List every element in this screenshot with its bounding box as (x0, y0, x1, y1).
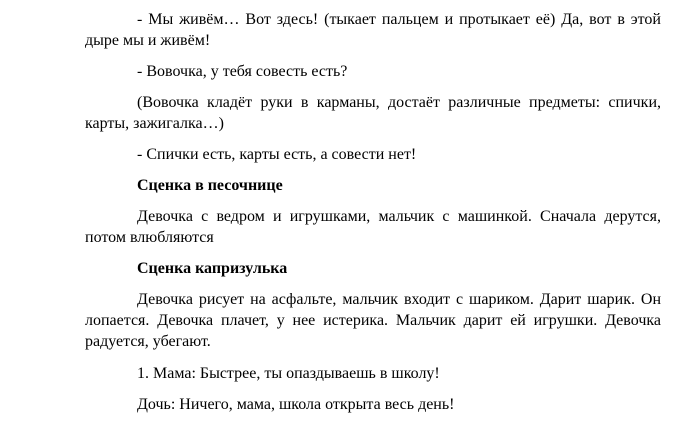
paragraph-dialogue-living: - Мы живём… Вот здесь! (тыкает пальцем и протыкает её) Да, вот в этой дыре мы и живём! (85, 11, 661, 49)
paragraph-question-conscience: - Вовочка, у тебя совесть есть? (137, 63, 348, 80)
heading-capricious-scene: Сценка капризулька (137, 260, 288, 277)
paragraph-answer-no-conscience: - Спички есть, карты есть, а совести нет! (137, 146, 417, 163)
heading-sandbox-scene: Сценка в песочнице (137, 177, 283, 194)
paragraph-capricious-description: Девочка рисует на асфальте, мальчик входит с шариком. Дарит шарик. Он лопается. Девочка плачет, у нее истерика. Мальчик дарит ей игрушки. Девочка радуется, убегают. (85, 291, 661, 350)
paragraph-sandbox-description: Девочка с ведром и игрушками, мальчик с машинкой. Сначала дерутся, потом влюбляются (85, 208, 661, 246)
paragraph-mom-line: 1. Мама: Быстрее, ты опаздываешь в школу! (137, 365, 440, 382)
paragraph-stage-direction-pockets: (Вовочка кладёт руки в карманы, достаёт различные предметы: спички, карты, зажигалка…) (85, 94, 661, 132)
paragraph-daughter-line: Дочь: Ничего, мама, школа открыта весь день! (137, 396, 455, 413)
